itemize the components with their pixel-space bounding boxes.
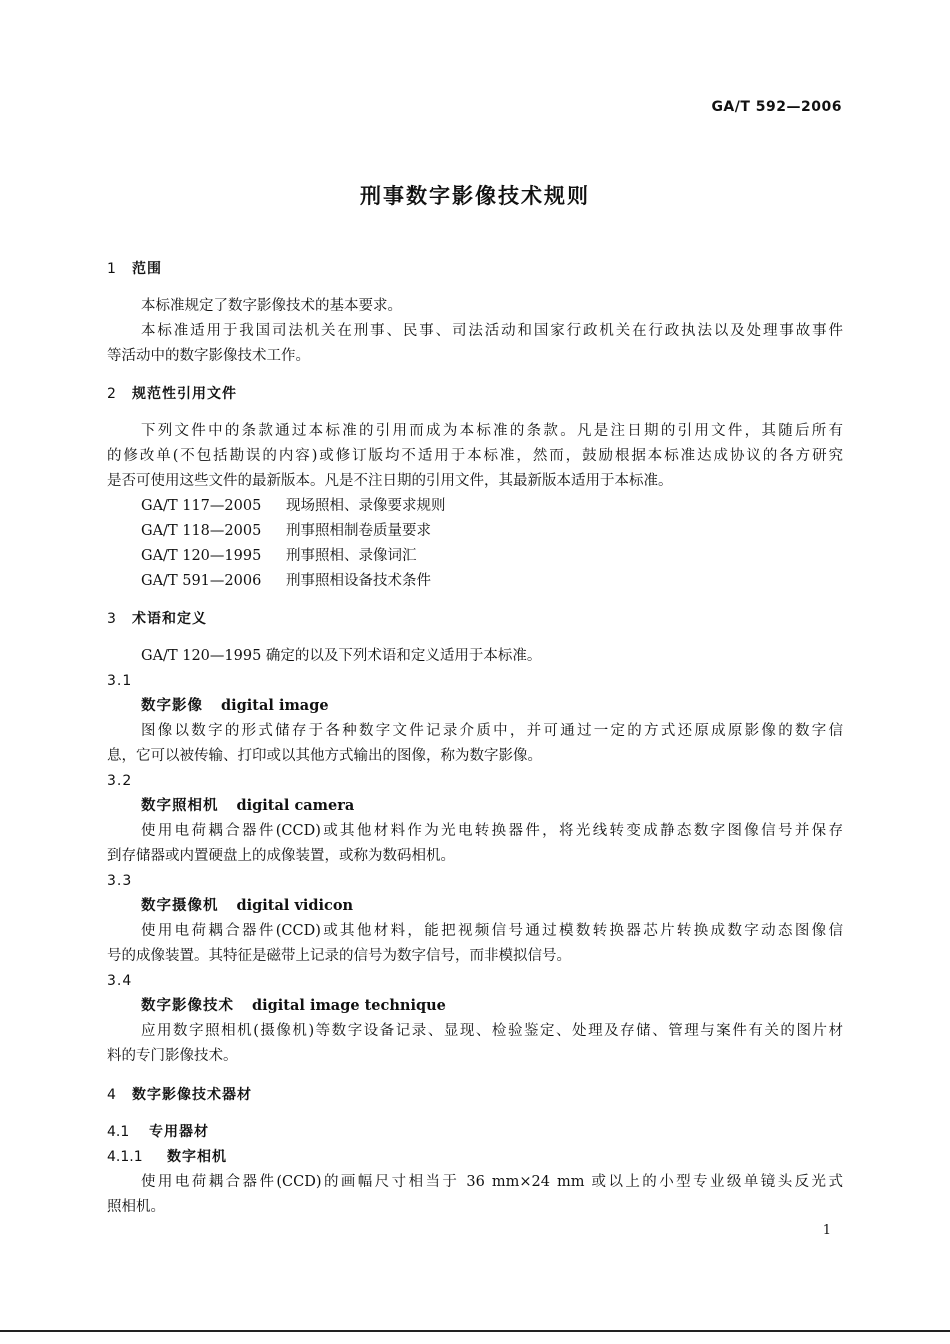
- section-1-paragraph-2-line-1: 本标准适用于我国司法机关在刑事、民事、司法活动和国家行政机关在行政执法以及处理事故事件: [141, 323, 843, 339]
- section-number: 4: [107, 1087, 116, 1103]
- term-definition-line-2: 料的专门影像技术。: [107, 1048, 238, 1064]
- section-number: 4.1.1: [107, 1149, 143, 1165]
- term-chinese: 数字照相机: [141, 798, 219, 814]
- term-definition-line-1: 图像以数字的形式储存于各种数字文件记录介质中，并可通过一定的方式还原成原影像的数字信: [141, 723, 843, 739]
- section-2-paragraph-line-1: 下列文件中的条款通过本标准的引用而成为本标准的条款。凡是注日期的引用文件，其随后所有: [141, 423, 843, 439]
- standard-code: GA/T 592—2006: [711, 99, 842, 115]
- subsection-4-1-1-paragraph-line-2: 照相机。: [107, 1199, 165, 1215]
- reference-code: GA/T 591—2006: [141, 573, 262, 589]
- section-title: 规范性引用文件: [132, 386, 237, 402]
- section-title: 范围: [132, 261, 162, 277]
- page-number: 1: [822, 1223, 831, 1238]
- section-number: 2: [107, 386, 116, 402]
- term-english: digital vidicon: [236, 897, 354, 914]
- reference-code: GA/T 118—2005: [141, 523, 262, 539]
- reference-title: 刑事照相制卷质量要求: [286, 523, 431, 539]
- term-english: digital image technique: [252, 997, 446, 1014]
- section-2-paragraph-line-2: 的修改单(不包括勘误的内容)或修订版均不适用于本标准，然而，鼓励根据本标准达成协议的各方研究: [107, 448, 843, 464]
- term-chinese: 数字摄像机: [141, 898, 219, 914]
- document-title: 刑事数字影像技术规则: [360, 184, 590, 208]
- section-4-heading: [107, 1085, 252, 1105]
- subsection-4-1-1-paragraph-line-1: 使用电荷耦合器件(CCD)的画幅尺寸相当于 36 mm×24 mm 或以上的小型专业级单镜头反光式: [141, 1174, 843, 1190]
- reference-code: GA/T 120—1995: [141, 548, 262, 564]
- term-heading: [141, 796, 354, 816]
- section-1-paragraph-2-line-2: 等活动中的数字影像技术工作。: [107, 348, 310, 364]
- section-3-heading: [107, 609, 207, 629]
- term-heading: [141, 696, 329, 716]
- term-definition-line-2: 号的成像装置。其特征是磁带上记录的信号为数字信号，而非模拟信号。: [107, 948, 571, 964]
- section-number: 3: [107, 611, 116, 627]
- section-1-heading: [107, 259, 162, 279]
- term-chinese: 数字影像技术: [141, 998, 234, 1014]
- section-title: 专用器材: [149, 1124, 209, 1140]
- section-2-heading: [107, 384, 237, 404]
- reference-title: 刑事照相设备技术条件: [286, 573, 431, 589]
- term-english: digital image: [221, 697, 329, 714]
- section-1-paragraph-1: 本标准规定了数字影像技术的基本要求。: [141, 298, 402, 314]
- normative-reference: [141, 571, 431, 591]
- term-heading: [141, 996, 446, 1016]
- clause-number: 3.3: [107, 873, 133, 889]
- section-2-paragraph-line-3: 是否可使用这些文件的最新版本。凡是不注日期的引用文件，其最新版本适用于本标准。: [107, 473, 673, 489]
- section-number: 1: [107, 261, 116, 277]
- section-title: 数字相机: [167, 1149, 227, 1165]
- term-english: digital camera: [236, 797, 355, 814]
- reference-code: GA/T 117—2005: [141, 498, 262, 514]
- section-title: 数字影像技术器材: [132, 1087, 252, 1103]
- normative-reference: [141, 496, 446, 516]
- clause-number: 3.4: [107, 973, 133, 989]
- bottom-divider: [0, 1330, 950, 1332]
- normative-reference: [141, 546, 417, 566]
- term-definition-line-2: 息，它可以被传输、打印或以其他方式输出的图像，称为数字影像。: [107, 748, 542, 764]
- subsection-4-1-1-heading: [107, 1147, 227, 1167]
- section-number: 4.1: [107, 1124, 130, 1140]
- clause-number: 3.2: [107, 773, 133, 789]
- normative-reference: [141, 521, 431, 541]
- clause-number: 3.1: [107, 673, 133, 689]
- term-definition-line-1: 应用数字照相机(摄像机)等数字设备记录、显现、检验鉴定、处理及存储、管理与案件有关的图片材: [141, 1023, 843, 1039]
- term-chinese: 数字影像: [141, 698, 203, 714]
- reference-title: 现场照相、录像要求规则: [286, 498, 446, 514]
- term-definition-line-2: 到存储器或内置硬盘上的成像装置，或称为数码相机。: [107, 848, 455, 864]
- section-title: 术语和定义: [132, 611, 207, 627]
- term-heading: [141, 896, 353, 916]
- reference-title: 刑事照相、录像词汇: [286, 548, 417, 564]
- section-3-intro: GA/T 120—1995 确定的以及下列术语和定义适用于本标准。: [141, 648, 542, 664]
- term-definition-line-1: 使用电荷耦合器件(CCD)或其他材料作为光电转换器件，将光线转变成静态数字图像信号并保存: [141, 823, 843, 839]
- subsection-4-1-heading: [107, 1122, 209, 1142]
- term-definition-line-1: 使用电荷耦合器件(CCD)或其他材料，能把视频信号通过模数转换器芯片转换成数字动态图像信: [141, 923, 843, 939]
